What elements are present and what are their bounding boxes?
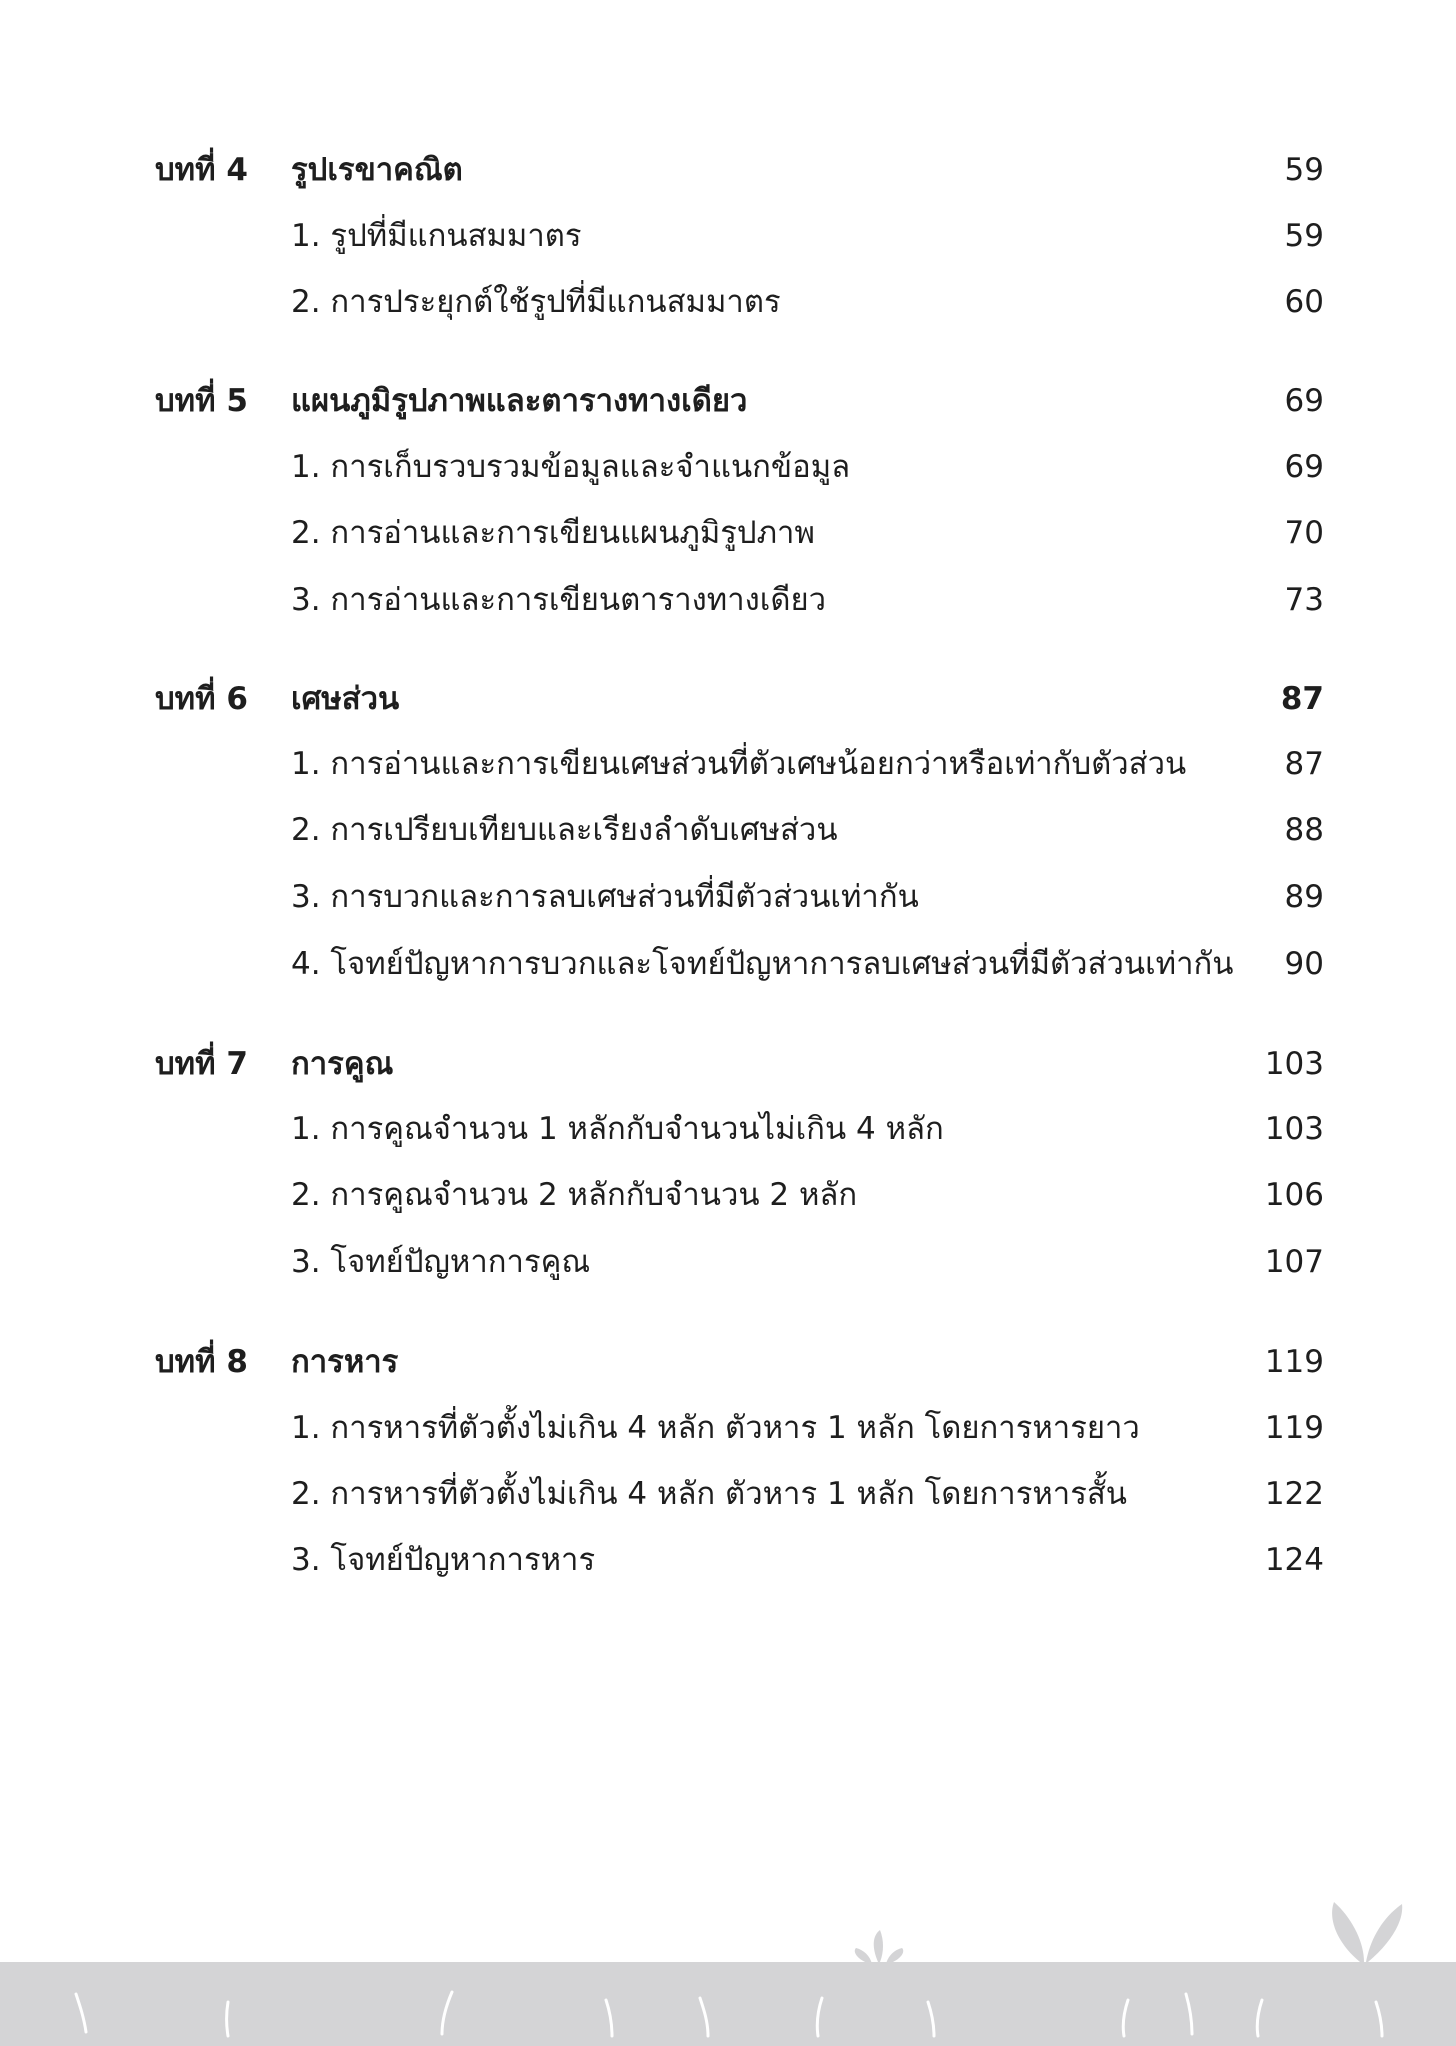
toc-item: 3. การอ่านและการเขียนตารางทางเดียว: [291, 582, 827, 618]
toc-item: 1. รูปที่มีแกนสมมาตร: [291, 218, 582, 254]
chapter-page-number: 59: [1284, 152, 1324, 188]
sprout-icon: [855, 1930, 903, 1964]
leaf-icon: [1332, 1902, 1402, 1962]
toc-item: 2. การเปรียบเทียบและเรียงลำดับเศษส่วน: [291, 812, 838, 848]
chapter-page-number: 87: [1280, 681, 1324, 717]
toc-item-page-number: 88: [1284, 812, 1324, 848]
chapter-label: บทที่ 5: [155, 383, 248, 419]
toc-item: 1. การคูณจำนวน 1 หลักกับจำนวนไม่เกิน 4 หลัก: [291, 1111, 944, 1147]
chapter-title: เศษส่วน: [291, 681, 400, 717]
chapter-page-number: 119: [1264, 1344, 1324, 1380]
toc-item: 2. การหารที่ตัวตั้งไม่เกิน 4 หลัก ตัวหาร 1 หลัก โดยการหารสั้น: [291, 1476, 1127, 1512]
chapter-label: บทที่ 8: [155, 1344, 248, 1380]
toc-item-page-number: 106: [1264, 1177, 1324, 1213]
toc-item-page-number: 90: [1284, 946, 1324, 982]
toc-item-page-number: 122: [1264, 1476, 1324, 1512]
toc-item-page-number: 89: [1284, 879, 1324, 915]
footer-decoration: [0, 1890, 1456, 2046]
grass-strokes: [76, 1992, 1382, 2036]
chapter-title: แผนภูมิรูปภาพและตารางทางเดียว: [291, 383, 748, 419]
toc-item: 4. โจทย์ปัญหาการบวกและโจทย์ปัญหาการลบเศษส่วนที่มีตัวส่วนเท่ากัน: [291, 946, 1234, 982]
chapter-label: บทที่ 4: [155, 152, 248, 188]
toc-item: 1. การอ่านและการเขียนเศษส่วนที่ตัวเศษน้อยกว่าหรือเท่ากับตัวส่วน: [291, 746, 1187, 782]
chapter-title: รูปเรขาคณิต: [291, 152, 463, 188]
toc-item-page-number: 70: [1284, 515, 1324, 551]
toc-item-page-number: 87: [1284, 746, 1324, 782]
toc-item-page-number: 59: [1284, 218, 1324, 254]
toc-item-page-number: 69: [1284, 449, 1324, 485]
chapter-page-number: 103: [1264, 1046, 1324, 1082]
chapter-label: บทที่ 6: [155, 681, 248, 717]
toc-item: 1. การเก็บรวบรวมข้อมูลและจำแนกข้อมูล: [291, 449, 851, 485]
toc-item-page-number: 107: [1264, 1244, 1324, 1280]
toc-item-page-number: 103: [1264, 1111, 1324, 1147]
chapter-title: การหาร: [291, 1344, 399, 1380]
toc-item-page-number: 119: [1264, 1410, 1324, 1446]
toc-item: 3. โจทย์ปัญหาการคูณ: [291, 1244, 591, 1280]
toc-item: 2. การคูณจำนวน 2 หลักกับจำนวน 2 หลัก: [291, 1177, 858, 1213]
toc-item: 2. การประยุกต์ใช้รูปที่มีแกนสมมาตร: [291, 284, 781, 320]
toc-item: 1. การหารที่ตัวตั้งไม่เกิน 4 หลัก ตัวหาร 1 หลัก โดยการหารยาว: [291, 1410, 1140, 1446]
chapter-page-number: 69: [1284, 383, 1324, 419]
chapter-title: การคูณ: [291, 1046, 394, 1082]
toc-item-page-number: 124: [1264, 1542, 1324, 1578]
chapter-label: บทที่ 7: [155, 1046, 248, 1082]
toc-item: 2. การอ่านและการเขียนแผนภูมิรูปภาพ: [291, 515, 815, 551]
toc-item: 3. โจทย์ปัญหาการหาร: [291, 1542, 596, 1578]
toc-item-page-number: 73: [1284, 582, 1324, 618]
toc-item: 3. การบวกและการลบเศษส่วนที่มีตัวส่วนเท่ากัน: [291, 879, 919, 915]
toc-item-page-number: 60: [1284, 284, 1324, 320]
